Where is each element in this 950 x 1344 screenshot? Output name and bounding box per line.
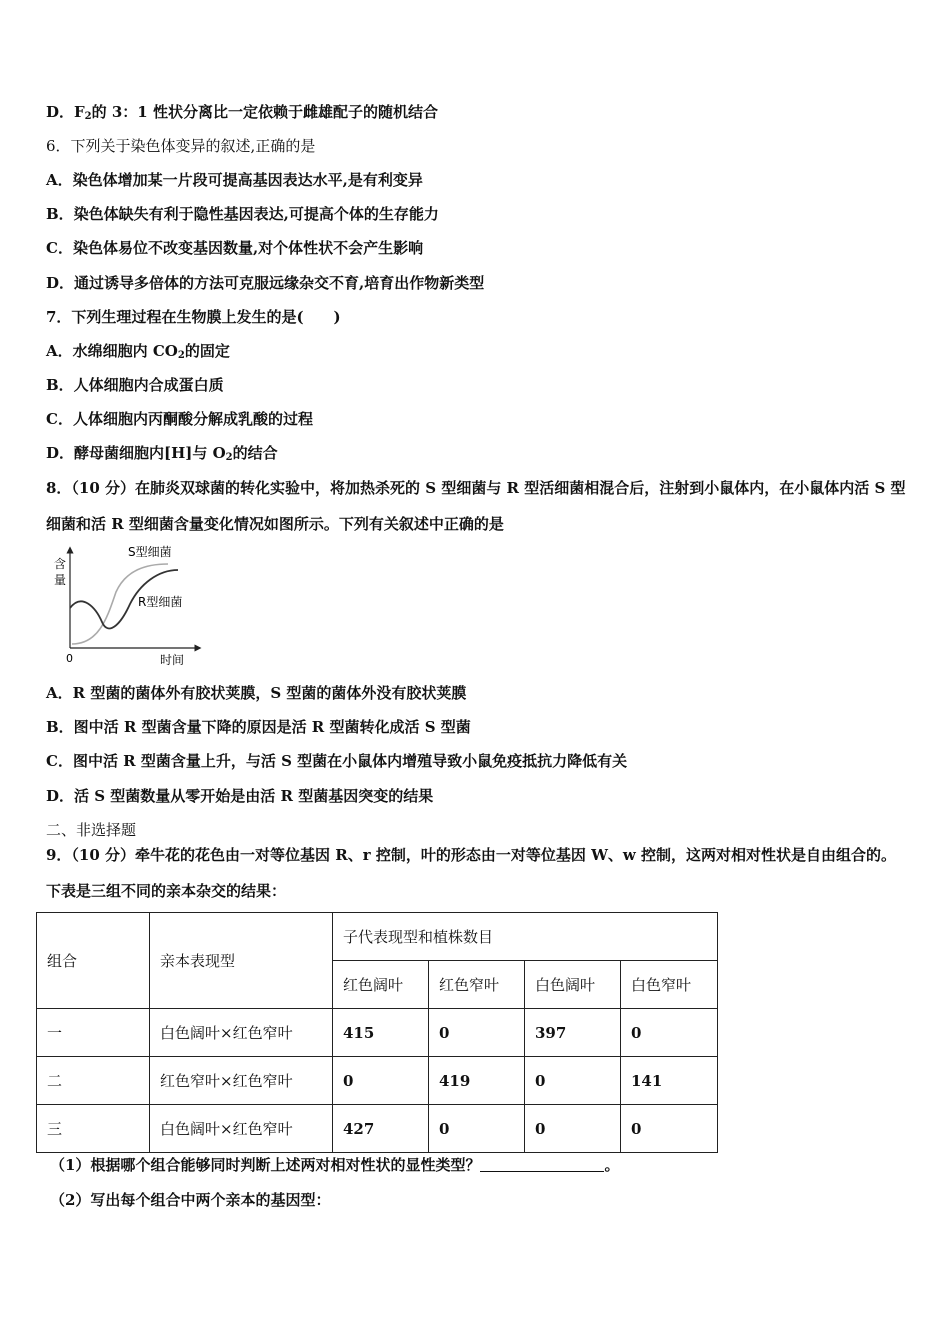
table-row <box>37 1009 718 1057</box>
value-cell: 0 <box>525 1057 621 1105</box>
option-q6-a: A．染色体增加某一片段可提高基因表达水平,是有利变异 <box>46 171 423 189</box>
cross-results-table <box>36 912 718 1153</box>
group-cell: 三 <box>37 1105 150 1153</box>
value-cell: 397 <box>525 1009 621 1057</box>
origin-label: 0 <box>66 652 73 665</box>
section-heading: 二、非选择题 <box>46 821 137 839</box>
header-group: 组合 <box>37 913 150 1009</box>
subheader-cell: 白色阔叶 <box>525 961 621 1009</box>
parent-cell: 白色阔叶×红色窄叶 <box>150 1009 333 1057</box>
value-cell: 141 <box>621 1057 718 1105</box>
question-8-stem: 8．（10 分）在肺炎双球菌的转化实验中，将加热杀死的 S 型细菌与 R 型活细菌相混合后，注射到小鼠体内，在小鼠体内活 S 型细菌和活 R 型细菌含量变化情况如图所示。下列有关叙述中正确的是 <box>46 479 906 533</box>
option-q8-b: B．图中活 R 型菌含量下降的原因是活 R 型菌转化成活 S 型菌 <box>46 718 471 736</box>
question-6-stem: 6．下列关于染色体变异的叙述,正确的是 <box>46 137 316 155</box>
value-cell: 419 <box>429 1057 525 1105</box>
option-q7-a: A．水绵细胞内 $CO_2$的固定 <box>46 342 230 361</box>
option-q7-d: D．酵母菌细胞内[H]与 $O_2$的结合 <box>46 444 278 463</box>
value-cell: 0 <box>621 1105 718 1153</box>
option-q7-b: B．人体细胞内合成蛋白质 <box>46 376 224 394</box>
option-q8-a: A．R 型菌的菌体外有胶状荚膜，S 型菌的菌体外没有胶状荚膜 <box>46 684 467 702</box>
subheader-cell: 红色窄叶 <box>429 961 525 1009</box>
y-label-bottom: 量 <box>54 573 67 587</box>
header-offspring: 子代表现型和植株数目 <box>333 913 718 961</box>
question-9-stem: 9．（10 分）牵牛花的花色由一对等位基因 R、r 控制，叶的形态由一对等位基因 W、w 控制，这两对相对性状是自由组合的。下表是三组不同的亲本杂交的结果： <box>46 846 897 900</box>
value-cell: 0 <box>525 1105 621 1153</box>
value-cell: 0 <box>333 1057 429 1105</box>
s-label: S型细菌 <box>128 545 172 559</box>
parent-cell: 白色阔叶×红色窄叶 <box>150 1105 333 1153</box>
answer-blank[interactable] <box>480 1155 604 1172</box>
bacteria-content-figure <box>50 540 210 670</box>
table-row <box>37 1105 718 1153</box>
option-q6-b: B．染色体缺失有利于隐性基因表达,可提高个体的生存能力 <box>46 205 439 223</box>
option-q8-c: C．图中活 R 型菌含量上升，与活 S 型菌在小鼠体内增殖导致小鼠免疫抵抗力降低有关 <box>46 752 628 770</box>
option-q6-d: D．通过诱导多倍体的方法可克服远缘杂交不育,培育出作物新类型 <box>46 274 485 292</box>
table-row <box>37 1057 718 1105</box>
question-7-stem: 7．下列生理过程在生物膜上发生的是( ) <box>46 308 341 326</box>
value-cell: 415 <box>333 1009 429 1057</box>
group-cell: 一 <box>37 1009 150 1057</box>
option-q5-d: D．$F_2$的 3：1 性状分离比一定依赖于雌雄配子的随机结合 <box>46 103 438 122</box>
value-cell: 427 <box>333 1105 429 1153</box>
option-q8-d: D．活 S 型菌数量从零开始是由活 R 型菌基因突变的结果 <box>46 787 434 805</box>
parent-cell: 红色窄叶×红色窄叶 <box>150 1057 333 1105</box>
option-q7-c: C．人体细胞内丙酮酸分解成乳酸的过程 <box>46 410 313 428</box>
r-label: R型细菌 <box>138 595 183 609</box>
x-label: 时间 <box>160 653 185 667</box>
value-cell: 0 <box>429 1009 525 1057</box>
option-q6-c: C．染色体易位不改变基因数量,对个体性状不会产生影响 <box>46 239 424 257</box>
question-9-sub-1: （1）根据哪个组合能够同时判断上述两对相对性状的显性类型？ 。 <box>50 1156 620 1174</box>
header-parent: 亲本表现型 <box>150 913 333 1009</box>
subheader-cell: 白色窄叶 <box>621 961 718 1009</box>
value-cell: 0 <box>429 1105 525 1153</box>
subheader-cell: 红色阔叶 <box>333 961 429 1009</box>
y-label-top: 含 <box>54 557 67 571</box>
question-9-sub-2: （2）写出每个组合中两个亲本的基因型： <box>50 1191 331 1209</box>
group-cell: 二 <box>37 1057 150 1105</box>
value-cell: 0 <box>621 1009 718 1057</box>
